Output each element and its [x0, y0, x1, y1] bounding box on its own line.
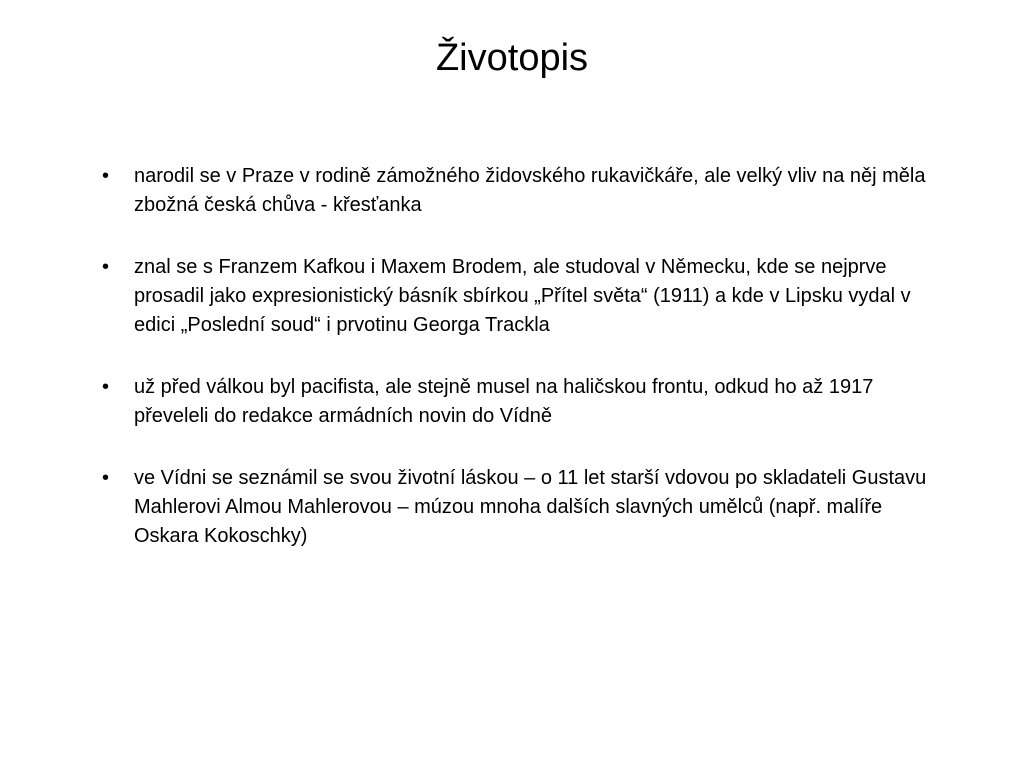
bullet-text: už před válkou byl pacifista, ale stejně musel na haličskou frontu, odkud ho až 1917 převeleli do redakce armádních novin do Vídně [134, 376, 874, 427]
bullet-list [100, 162, 930, 584]
bullet-item [100, 373, 930, 431]
bullet-item [100, 464, 930, 551]
bullet-marker: • [102, 256, 110, 278]
bullet-text: znal se s Franzem Kafkou i Maxem Brodem, ale studoval v Německu, kde se nejprve prosadil jako expresionistický básník sbírkou „Přítel světa“ (1911) a kde v Lipsku vydal v edici „Poslední soud“ i prvotinu Georga Trackla [134, 256, 911, 336]
bullet-item [100, 162, 930, 220]
bullet-text: narodil se v Praze v rodině zámožného židovského rukavičkáře, ale velký vliv na něj měla zbožná česká chůva - křesťanka [134, 165, 926, 216]
bullet-marker: • [102, 376, 110, 398]
slide-title: Životopis [435, 37, 589, 79]
bullet-marker: • [102, 165, 110, 187]
bullet-text: ve Vídni se seznámil se svou životní láskou – o 11 let starší vdovou po skladateli Gustavu Mahlerovi Almou Mahlerovou – múzou mnoha dalších slavných umělců (např. malíře Oskara Kokoschky) [134, 467, 927, 547]
bullet-item [100, 253, 930, 340]
bullet-marker: • [102, 467, 110, 489]
